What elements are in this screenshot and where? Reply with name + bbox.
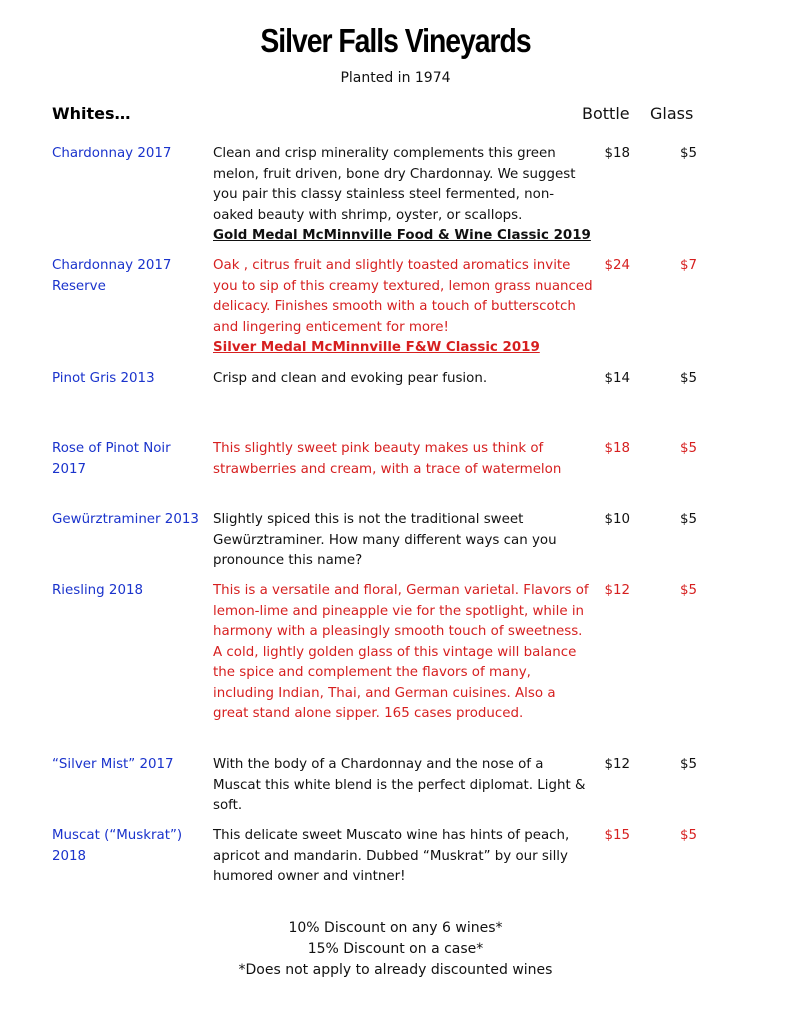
section-title: Whites…: [52, 104, 131, 123]
page-subtitle: Planted in 1974: [340, 70, 451, 86]
bottle-price: $12: [604, 757, 630, 772]
bottle-price: $10: [604, 512, 630, 527]
wine-name: Chardonnay 2017 Reserve: [52, 258, 172, 294]
wine-description: [213, 369, 593, 390]
wine-description-text: Slightly spiced this is not the traditional sweet Gewürztraminer. How many different ways can you pronounce this name?: [213, 512, 557, 568]
wine-description-text: This is a versatile and floral, German varietal. Flavors of lemon-lime and pineapple vie for the spotlight, while in harmony with a pleasingly smooth touch of sweetness. A cold, lightly golden glass of this vintage will balance the spice and complement the flavors of many, including Indian, Thai, and German cuisines. Also a great stand alone sipper. 165 cases produced.: [213, 583, 589, 721]
wine-name: Rose of Pinot Noir 2017: [52, 441, 171, 477]
discount-footer: [0, 918, 791, 981]
wine-description: [213, 256, 593, 359]
wine-description-text: With the body of a Chardonnay and the nose of a Muscat this white blend is the perfect diplomat. Light & soft.: [213, 757, 586, 813]
bottle-price: $18: [604, 146, 630, 161]
glass-price: $5: [679, 512, 697, 527]
glass-price: $5: [679, 371, 697, 386]
glass-price: $5: [679, 757, 697, 772]
glass-column-header: Glass: [650, 104, 694, 123]
discount-six-wines: 10% Discount on any 6 wines*: [288, 920, 503, 936]
bottle-price: $14: [604, 371, 630, 386]
wine-description: [213, 510, 593, 572]
wine-award: Gold Medal McMinnville Food & Wine Classic 2019: [213, 228, 591, 243]
wine-description-text: This slightly sweet pink beauty makes us think of strawberries and cream, with a trace of watermelon: [213, 441, 562, 477]
wine-description: [213, 144, 593, 247]
page-title: Silver Falls Vineyards: [260, 22, 531, 59]
wine-description: [213, 826, 593, 888]
wine-name: “Silver Mist” 2017: [52, 757, 174, 772]
wine-description: [213, 755, 593, 817]
wine-award: Silver Medal McMinnville F&W Classic 2019: [213, 340, 540, 355]
bottle-column-header: Bottle: [582, 104, 630, 123]
glass-price: $5: [679, 828, 697, 843]
wine-name: Muscat (“Muskrat”) 2018: [52, 828, 183, 864]
glass-price: $5: [679, 583, 697, 598]
bottle-price: $12: [604, 583, 630, 598]
wine-description-text: Crisp and clean and evoking pear fusion.: [213, 371, 488, 386]
wine-description-text: This delicate sweet Muscato wine has hints of peach, apricot and mandarin. Dubbed “Muskrat” by our silly humored owner and vintner!: [213, 828, 570, 884]
bottle-price: $24: [604, 258, 630, 273]
wine-name: Riesling 2018: [52, 583, 144, 598]
wine-name: Chardonnay 2017: [52, 146, 172, 161]
wine-description: [213, 581, 593, 725]
wine-name: Pinot Gris 2013: [52, 371, 155, 386]
wine-name: Gewürztraminer 2013: [52, 512, 199, 527]
discount-disclaimer: *Does not apply to already discounted wines: [238, 962, 553, 978]
wine-description-text: Clean and crisp minerality complements this green melon, fruit driven, bone dry Chardonnay. We suggest you pair this classy stainless steel fermented, non-oaked beauty with shrimp, oyster, or scallops.: [213, 146, 576, 223]
glass-price: $5: [679, 146, 697, 161]
glass-price: $7: [679, 258, 697, 273]
bottle-price: $18: [604, 441, 630, 456]
discount-case: 15% Discount on a case*: [307, 941, 484, 957]
wine-description-text: Oak , citrus fruit and slightly toasted aromatics invite you to sip of this creamy textured, lemon grass nuanced delicacy. Finishes smooth with a touch of butterscotch and lingering enticement for more!: [213, 258, 593, 335]
bottle-price: $15: [604, 828, 630, 843]
wine-description: [213, 439, 593, 480]
glass-price: $5: [679, 441, 697, 456]
